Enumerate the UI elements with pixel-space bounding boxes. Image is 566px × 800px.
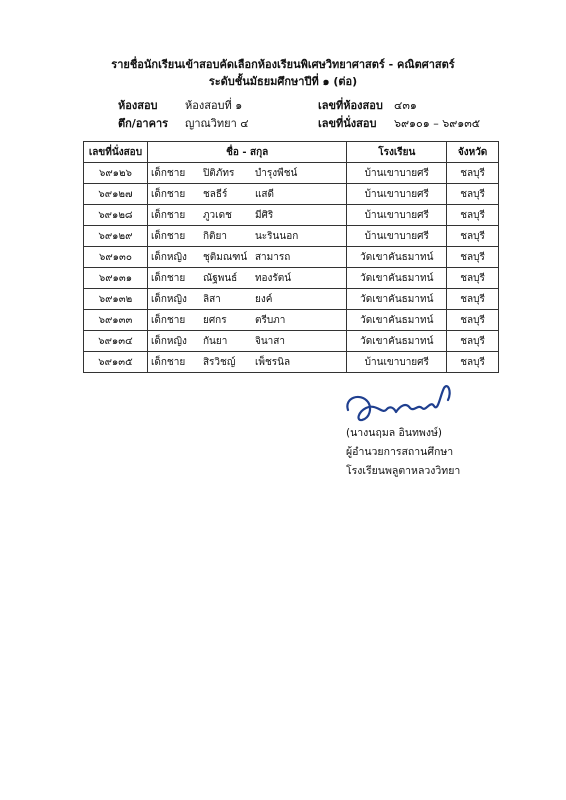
province: ชลบุรี [447,226,499,247]
header-name: ชื่อ - สกุล [147,142,346,163]
first-name: ณัฐพนธ์ [202,272,238,284]
building-value: ญาณวิทยา ๔ [185,117,249,130]
table-row [84,310,499,331]
building-label: ตึก/อาคาร [118,117,169,130]
province: ชลบุรี [447,289,499,310]
student-table [83,141,499,373]
province: ชลบุรี [447,205,499,226]
province: ชลบุรี [447,268,499,289]
name-prefix: เด็กหญิง [150,335,187,347]
table-row [84,247,499,268]
student-name [147,226,346,247]
first-name: สิรวิชญ์ [202,356,236,368]
header-school: โรงเรียน [347,142,447,163]
student-name [147,310,346,331]
seat-number: ๖๙๑๓๑ [84,268,148,289]
student-name [147,184,346,205]
school-name: บ้านเขาบายศรี [347,226,447,247]
table-row [84,268,499,289]
last-name: ตรีบภา [254,314,286,326]
school-name: บ้านเขาบายศรี [347,205,447,226]
seat-range-value: ๖๙๑๐๑ – ๖๙๑๓๕ [394,117,481,130]
province: ชลบุรี [447,310,499,331]
table-row [84,289,499,310]
last-name: จินาสา [254,335,285,347]
student-name [147,352,346,373]
school-name: บ้านเขาบายศรี [347,352,447,373]
document-title: รายชื่อนักเรียนเข้าสอบคัดเลือกห้องเรียนพิเศษวิทยาศาสตร์ - คณิตศาสตร์ [111,58,455,71]
header-seat: เลขที่นั่งสอบ [84,142,148,163]
handwritten-signature [340,378,480,428]
last-name: เพ็ชรนิล [254,356,291,368]
first-name: กันยา [202,335,228,347]
seat-number: ๖๙๑๓๕ [84,352,148,373]
first-name: ชลธีร์ [202,188,228,200]
seat-range-label: เลขที่นั่งสอบ [318,117,377,130]
seat-number: ๖๙๑๓๓ [84,310,148,331]
school-name: บ้านเขาบายศรี [347,163,447,184]
document-subtitle: ระดับชั้นมัธยมศึกษาปีที่ ๑ (ต่อ) [208,75,358,88]
table-row [84,205,499,226]
name-prefix: เด็กชาย [150,272,186,284]
seat-number: ๖๙๑๒๙ [84,226,148,247]
student-name [147,205,346,226]
student-name [147,247,346,268]
name-prefix: เด็กชาย [150,356,186,368]
last-name: ทองรัตน์ [254,272,292,284]
seat-number: ๖๙๑๓๔ [84,331,148,352]
signer-school: โรงเรียนพลูตาหลวงวิทยา [346,465,461,477]
room-label: ห้องสอบ [118,99,158,112]
table-row [84,226,499,247]
first-name: ปิติภัทร [202,167,235,179]
name-prefix: เด็กชาย [150,209,186,221]
table-row [84,163,499,184]
school-name: วัดเขาคันธมาทน์ [347,331,447,352]
last-name: ยงค์ [254,293,273,305]
province: ชลบุรี [447,331,499,352]
name-prefix: เด็กชาย [150,230,186,242]
last-name: แสดี [254,188,274,200]
name-prefix: เด็กชาย [150,188,186,200]
first-name: ชุติมณฑน์ [202,251,248,263]
table-header-row [84,142,499,163]
student-name [147,331,346,352]
name-prefix: เด็กหญิง [150,293,187,305]
room-number-label: เลขที่ห้องสอบ [318,99,383,112]
seat-number: ๖๙๑๓๒ [84,289,148,310]
last-name: นะรินนอก [254,230,299,242]
seat-number: ๖๙๑๒๖ [84,163,148,184]
student-name [147,289,346,310]
room-number-value: ๔๓๑ [394,99,417,112]
school-name: วัดเขาคันธมาทน์ [347,310,447,331]
school-name: วัดเขาคันธมาทน์ [347,289,447,310]
seat-number: ๖๙๑๒๘ [84,205,148,226]
school-name: วัดเขาคันธมาทน์ [347,247,447,268]
province: ชลบุรี [447,163,499,184]
table-row [84,184,499,205]
last-name: บำรุงพืชน์ [254,167,298,179]
room-value: ห้องสอบที่ ๑ [185,99,243,112]
name-prefix: เด็กชาย [150,167,186,179]
first-name: ยศกร [202,314,227,326]
last-name: มีศิริ [254,209,274,221]
signature-stroke-graphic [340,378,480,428]
header-province: จังหวัด [447,142,499,163]
seat-number: ๖๙๑๓๐ [84,247,148,268]
first-name: กิติยา [202,230,227,242]
name-prefix: เด็กหญิง [150,251,187,263]
last-name: สามารถ [254,251,291,263]
province: ชลบุรี [447,352,499,373]
table-row [84,352,499,373]
school-name: บ้านเขาบายศรี [347,184,447,205]
table-row [84,331,499,352]
province: ชลบุรี [447,184,499,205]
signer-name: (นางนฤมล อินทพงษ์) [346,427,442,439]
name-prefix: เด็กชาย [150,314,186,326]
signer-position: ผู้อำนวยการสถานศึกษา [346,446,454,458]
student-name [147,268,346,289]
seat-number: ๖๙๑๒๗ [84,184,148,205]
province: ชลบุรี [447,247,499,268]
student-name [147,163,346,184]
first-name: ภูวเดช [202,209,232,221]
school-name: วัดเขาคันธมาทน์ [347,268,447,289]
first-name: ลิสา [202,293,221,305]
